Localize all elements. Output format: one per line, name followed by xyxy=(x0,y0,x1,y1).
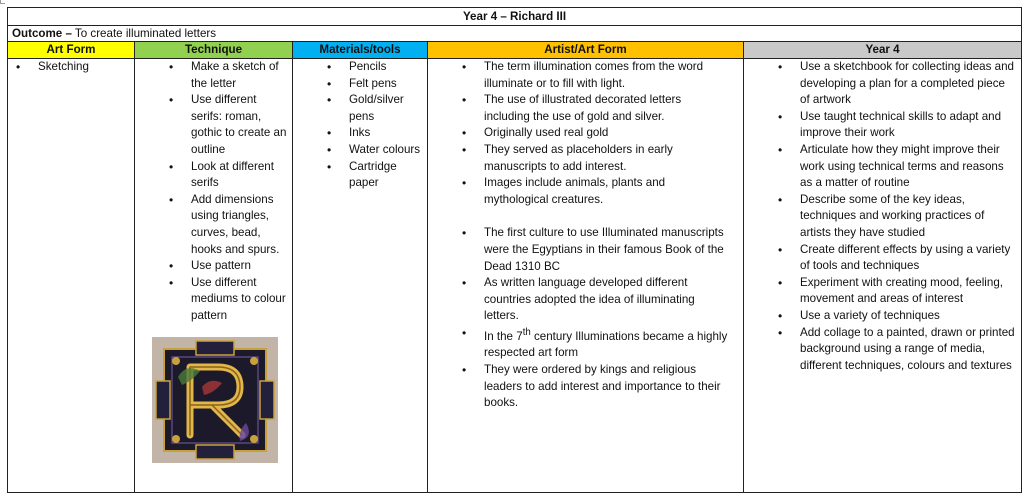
list-item: • Experiment with creating mood, feeling, movement and areas of interest xyxy=(800,275,1015,308)
list-item: • Use a sketchbook for collecting ideas and developing a plan for a completed piece of artwork xyxy=(800,59,1015,109)
list-item: • The use of illustrated decorated letters including the use of gold and silver. xyxy=(484,92,729,125)
list-item: • Sketching xyxy=(38,59,130,76)
list-item: • Make a sketch of the letter xyxy=(191,59,288,92)
list-item: • Felt pens xyxy=(349,76,423,93)
list-item: • Inks xyxy=(349,125,423,142)
year-4-list xyxy=(744,59,1021,374)
list-item: • Articulate how they might improve their work using technical terms and reasons as a matter of routine xyxy=(800,142,1015,192)
list-item: • Add dimensions using triangles, curves, bead, hooks and spurs. xyxy=(191,192,288,258)
art-form-list xyxy=(8,59,134,76)
list-item: • Create different effects by using a variety of tools and techniques xyxy=(800,242,1015,275)
list-item: • Cartridge paper xyxy=(349,159,423,192)
technique-list xyxy=(135,59,292,325)
list-item: • The term illumination comes from the word illuminate or to fill with light. xyxy=(484,59,729,92)
list-item: • Images include animals, plants and mythological creatures. xyxy=(484,175,729,208)
list-item xyxy=(484,325,729,362)
list-item: • Originally used real gold xyxy=(484,125,729,142)
list-item: • They were ordered by kings and religious leaders to add interest and importance to their books. xyxy=(484,362,729,412)
art-form-cell xyxy=(8,59,135,493)
century-text-end: century Illuminations became a highly respected art form xyxy=(484,329,728,360)
list-item: • The first culture to use Illuminated manuscripts were the Egyptians in their famous Book of the Dead 1310 BC xyxy=(484,225,729,275)
artist-list-group-1 xyxy=(428,59,743,208)
header-art-form: Art Form xyxy=(8,42,135,59)
artist-list-group-2 xyxy=(428,225,743,411)
outcome-text: To create illuminated letters xyxy=(71,27,217,40)
list-item: • Water colours xyxy=(349,142,423,159)
artist-art-form-cell xyxy=(428,59,744,493)
list-item: • Gold/silver pens xyxy=(349,92,423,125)
illuminated-letter-r-image xyxy=(152,337,278,463)
list-item: • Use pattern xyxy=(191,258,288,275)
header-materials-tools: Materials/tools xyxy=(293,42,428,59)
ordinal-suffix: th xyxy=(522,326,531,338)
list-item: • As written language developed different countries adopted the idea of illuminating letters. xyxy=(484,275,729,325)
page-corner-mark xyxy=(0,0,5,4)
list-item: • Use taught technical skills to adapt and improve their work xyxy=(800,109,1015,142)
header-artist-art-form: Artist/Art Form xyxy=(428,42,744,59)
year-4-cell xyxy=(744,59,1022,493)
outcome-row xyxy=(8,26,1022,42)
header-year-4: Year 4 xyxy=(744,42,1022,59)
century-text-start: In the 7 xyxy=(484,329,523,343)
header-technique: Technique xyxy=(135,42,293,59)
materials-cell xyxy=(293,59,428,493)
list-item: • Add collage to a painted, drawn or printed background using a range of media, different techniques, colours and textures xyxy=(800,325,1015,375)
spacer xyxy=(428,208,743,225)
document-title: Year 4 – Richard III xyxy=(8,8,1022,26)
outcome-label: Outcome – xyxy=(12,27,72,40)
list-item: • Describe some of the key ideas, techniques and working practices of artists they have studied xyxy=(800,192,1015,242)
list-item: • Use different mediums to colour pattern xyxy=(191,275,288,325)
list-item: • Use a variety of techniques xyxy=(800,308,1015,325)
list-item: • Pencils xyxy=(349,59,423,76)
lesson-plan-table xyxy=(7,7,1022,493)
list-item: • Use different serifs: roman, gothic to create an outline xyxy=(191,92,288,158)
list-item: • They served as placeholders in early manuscripts to add interest. xyxy=(484,142,729,175)
technique-cell xyxy=(135,59,293,493)
list-item: • Look at different serifs xyxy=(191,159,288,192)
materials-list xyxy=(293,59,427,192)
